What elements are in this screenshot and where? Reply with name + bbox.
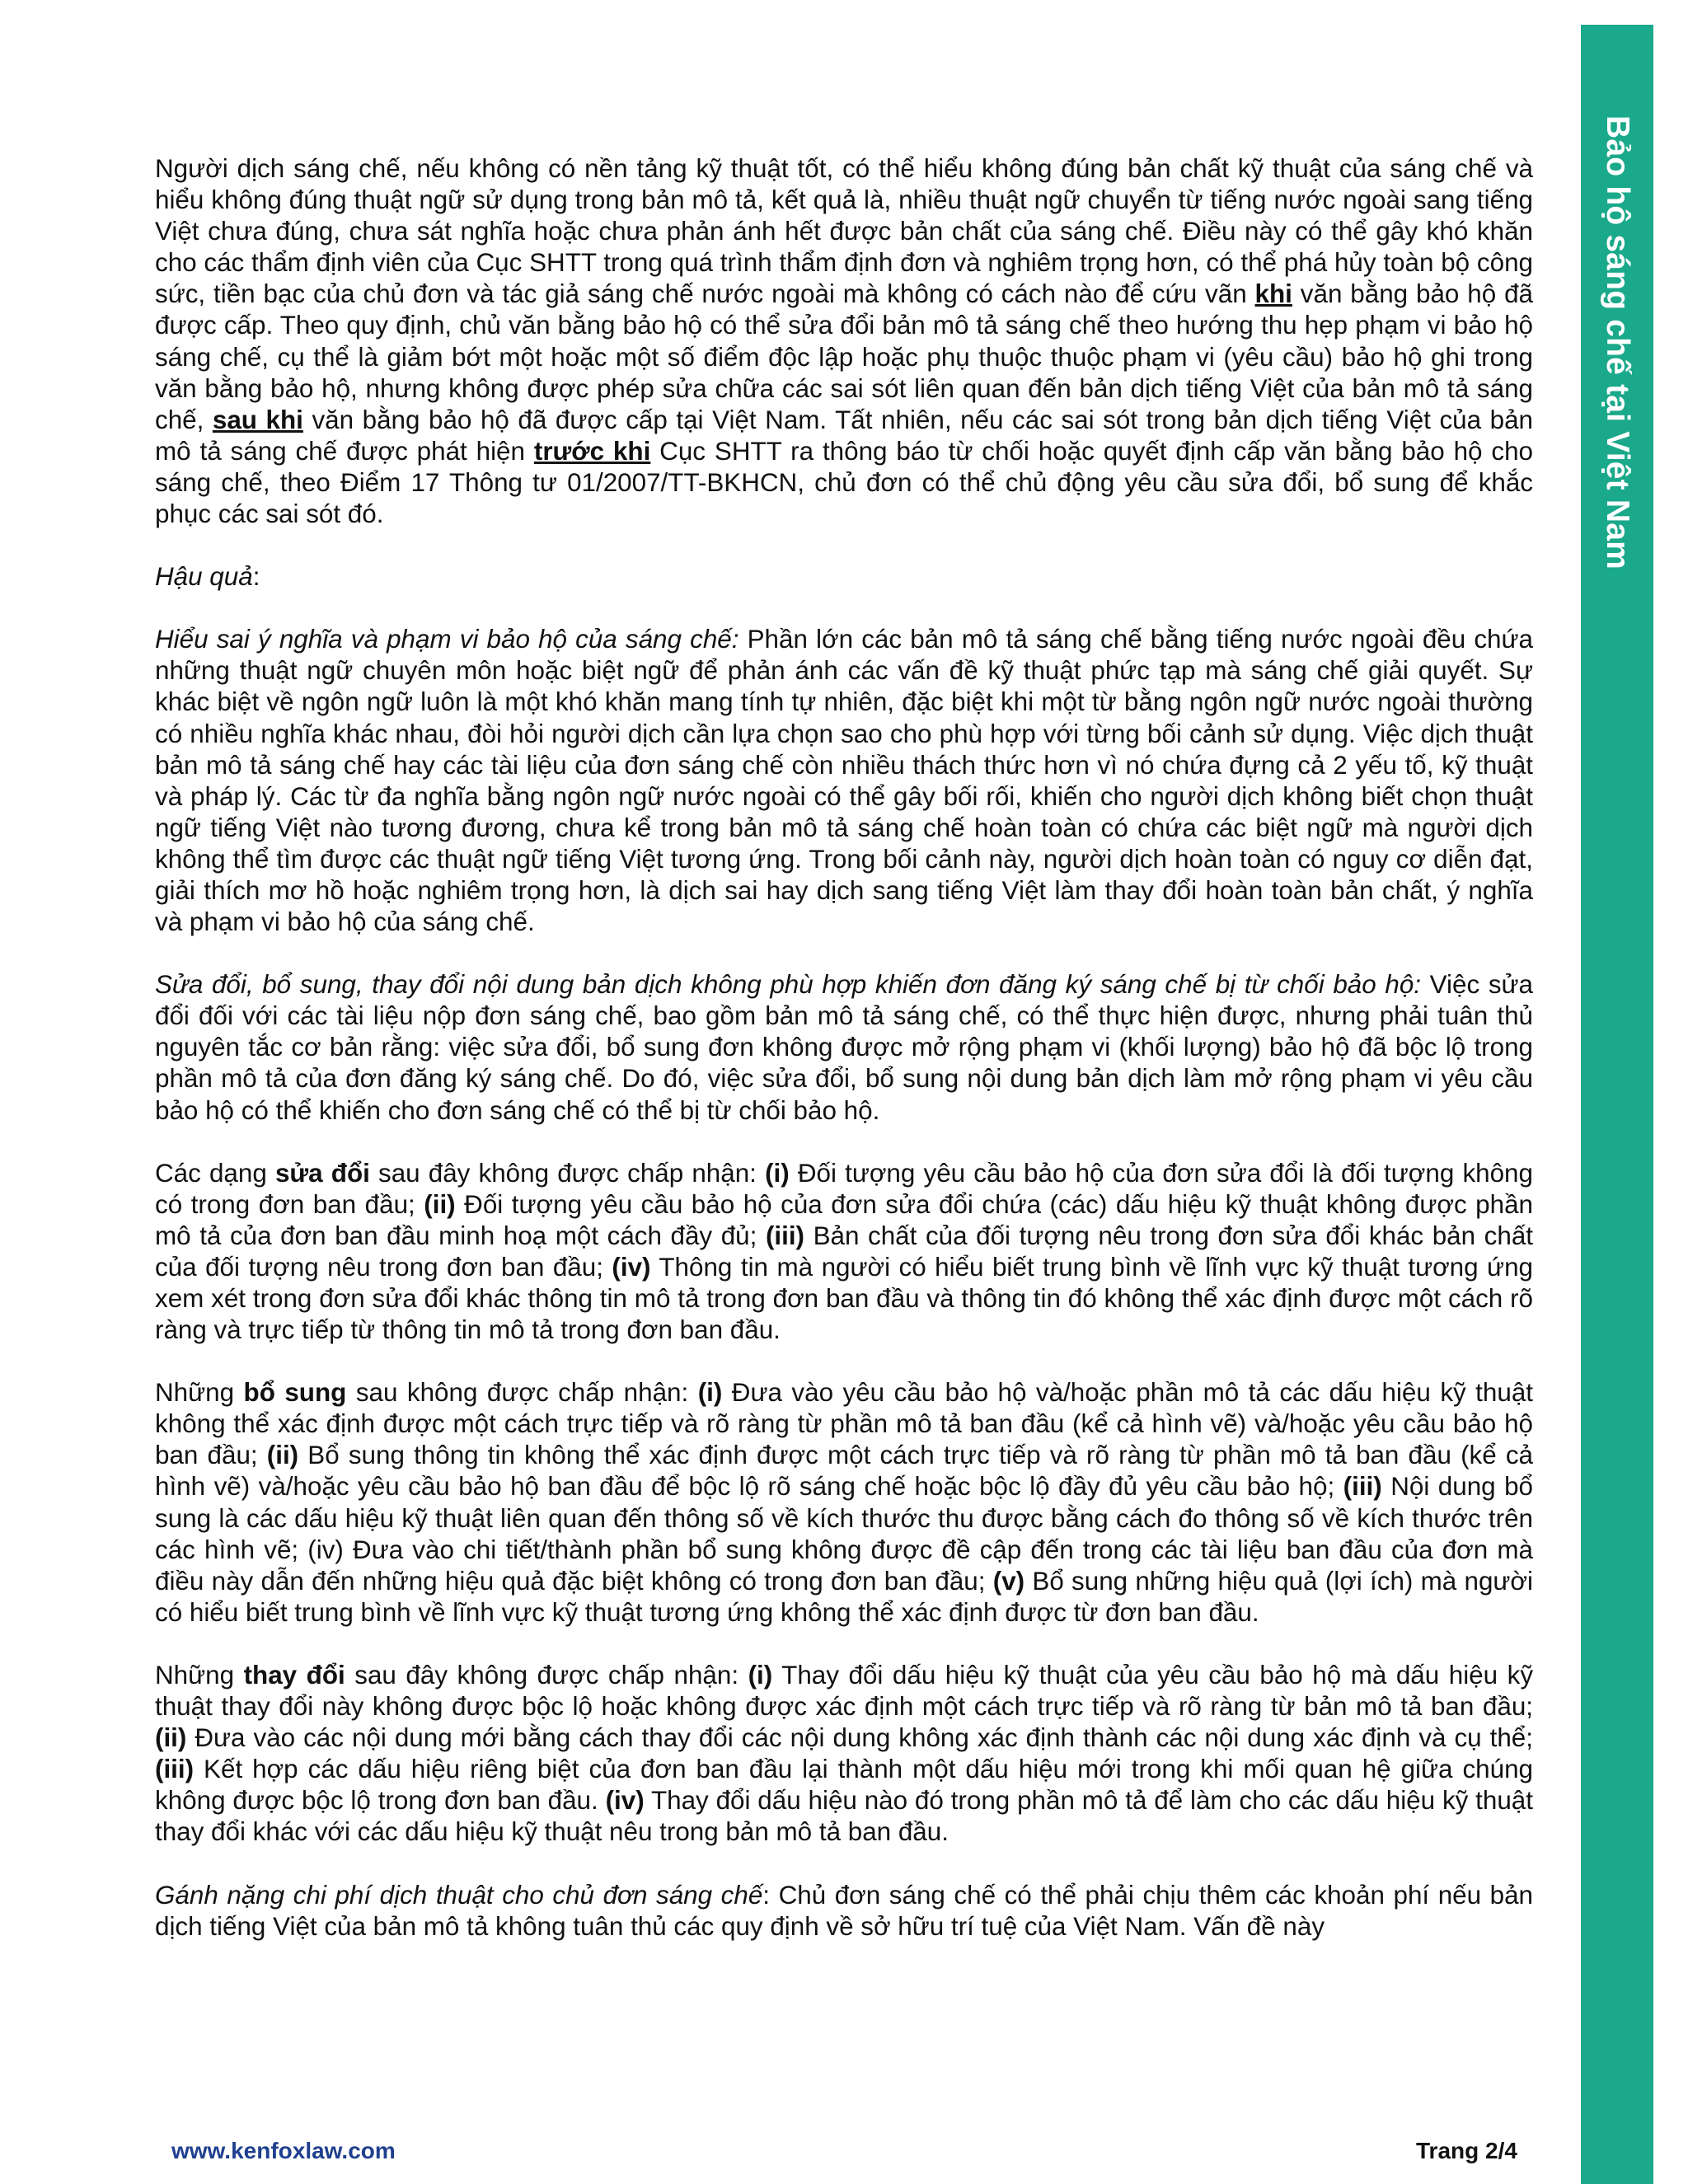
subheading-amendment-refusal: Sửa đổi, bổ sung, thay đổi nội dung bản dịch không phù hợp khiến đơn đăng ký sáng chế bị từ chối bảo hộ: [155,970,1421,1000]
paragraph-supplements-not-accepted: Những bổ sung sau không được chấp nhận: (i) Đưa vào yêu cầu bảo hộ và/hoặc phần mô tả các dấu hiệu kỹ thuật không thể xác định được một cách trực tiếp và rõ ràng từ phần mô tả ban đầu (kể cả hình vẽ) và/hoặc yêu cầu bảo hộ ban đầu; (ii) Bổ sung thông tin không thể xác định được một cách trực tiếp và rõ ràng từ phần mô tả ban đầu (kể cả hình vẽ) và/hoặc yêu cầu bảo hộ ban đầu để bộc lộ rõ sáng chế hoặc bộc lộ đầy đủ yêu cầu bảo hộ; (iii) Nội dung bổ sung là các dấu hiệu kỹ thuật liên quan đến thông số về kích thước thu được bằng cách đo thông số về kích thước trên các hình vẽ; (iv) Đưa vào chi tiết/thành phần bổ sung không được đề cập đến trong các tài liệu ban đầu của đơn mà điều này dẫn đến những hiệu quả đặc biệt không có trong đơn ban đầu; (v) Bổ sung những hiệu quả (lợi ích) mà người có hiểu biết trung bình về lĩnh vực kỹ thuật tương ứng không thể xác định được từ đơn ban đầu. [155,1378,1533,1627]
paragraph-misunderstanding: Hiểu sai ý nghĩa và phạm vi bảo hộ của sáng chế: Phần lớn các bản mô tả sáng chế bằng tiếng nước ngoài đều chứa những thuật ngữ chuyên môn hoặc biệt ngữ để phản ánh các vấn đề kỹ thuật phức tạp mà sáng chế giải quyết. Sự khác biệt về ngôn ngữ luôn là một khó khăn mang tính tự nhiên, đặc biệt khi một từ bằng ngôn ngữ nước ngoài thường có nhiều nghĩa khác nhau, đòi hỏi người dịch cần lựa chọn sao cho phù hợp với từng bối cảnh sử dụng. Việc dịch thuật bản mô tả sáng chế hay các tài liệu của đơn sáng chế còn nhiều thách thức hơn vì nó chứa đựng cả 2 yếu tố, kỹ thuật và pháp lý. Các từ đa nghĩa bằng ngôn ngữ nước ngoài có thể gây bối rối, khiến cho người dịch không biết chọn thuật ngữ tiếng Việt nào tương đương, chưa kể trong bản mô tả sáng chế hoàn toàn có chứa các biệt ngữ mà người dịch không thể tìm được các thuật ngữ tiếng Việt tương ứng. Trong bối cảnh này, người dịch hoàn toàn có nguy cơ diễn đạt, giải thích mơ hồ hoặc nghiêm trọng hơn, là dịch sai hay dịch sang tiếng Việt làm thay đổi hoàn toàn bản chất, ý nghĩa và phạm vi bảo hộ của sáng chế. [155,625,1533,937]
paragraph-translator-risk: Người dịch sáng chế, nếu không có nền tảng kỹ thuật tốt, có thể hiểu không đúng bản chất kỹ thuật của sáng chế và hiểu không đúng thuật ngữ sử dụng trong bản mô tả, kết quả là, nhiều thuật ngữ chuyển từ tiếng nước ngoài sang tiếng Việt chưa đúng, chưa sát nghĩa hoặc chưa phản ánh hết được bản chất của sáng chế. Điều này có thể gây khó khăn cho các thẩm định viên của Cục SHTT trong quá trình thẩm định đơn và nghiêm trọng hơn, có thể phá hủy toàn bộ công sức, tiền bạc của chủ đơn và tác giả sáng chế nước ngoài mà không có cách nào để cứu vãn khi văn bằng bảo hộ đã được cấp. Theo quy định, chủ văn bằng bảo hộ có thể sửa đổi bản mô tả sáng chế theo hướng thu hẹp phạm vi bảo hộ sáng chế, cụ thể là giảm bớt một hoặc một số điểm độc lập hoặc phụ thuộc thuộc phạm vi (yêu cầu) bảo hộ ghi trong văn bằng bảo hộ, nhưng không được phép sửa chữa các sai sót liên quan đến bản dịch tiếng Việt của bản mô tả sáng chế, sau khi văn bằng bảo hộ đã được cấp tại Việt Nam. Tất nhiên, nếu các sai sót trong bản dịch tiếng Việt của bản mô tả sáng chế được phát hiện trước khi Cục SHTT ra thông báo từ chối hoặc quyết định cấp văn bằng bảo hộ cho sáng chế, theo Điểm 17 Thông tư 01/2007/TT-BKHCN, chủ đơn có thể chủ động yêu cầu sửa đổi, bổ sung để khắc phục các sai sót đó. [155,154,1534,529]
paragraph-amendments-not-accepted: Các dạng sửa đổi sau đây không được chấp nhận: (i) Đối tượng yêu cầu bảo hộ của đơn sửa đổi là đối tượng không có trong đơn ban đầu; (ii) Đối tượng yêu cầu bảo hộ của đơn sửa đổi chứa (các) dấu hiệu kỹ thuật không được phần mô tả của đơn ban đầu minh hoạ một cách đầy đủ; (iii) Bản chất của đối tượng nêu trong đơn sửa đổi khác bản chất của đối tượng nêu trong đơn ban đầu; (iv) Thông tin mà người có hiểu biết trung bình về lĩnh vực kỹ thuật tương ứng xem xét trong đơn sửa đổi khác thông tin mô tả trong đơn ban đầu và thông tin đó không thể xác định được một cách rõ ràng và trực tiếp từ thông tin mô tả trong đơn ban đầu. [155,1158,1533,1345]
subheading-misunderstanding: Hiểu sai ý nghĩa và phạm vi bảo hộ của sáng chế: [155,625,739,654]
emphasis-sau-khi: sau khi [212,405,303,434]
footer-website-link[interactable]: www.kenfoxlaw.com [171,2138,396,2163]
document-body [155,153,1533,1974]
sidebar-title: Bảo hộ sáng chế tại Việt Nam [1600,115,1635,570]
paragraph-consequences-heading: Hậu quả: [155,562,260,592]
paragraph-changes-not-accepted: Những thay đổi sau đây không được chấp nhận: (i) Thay đổi dấu hiệu kỹ thuật của yêu cầu bảo hộ mà dấu hiệu kỹ thuật thay đổi này không được bộc lộ hoặc không được xác định một cách trực tiếp và rõ ràng từ bản mô tả ban đầu; (ii) Đưa vào các nội dung mới bằng cách thay đổi các nội dung không xác định thành các nội dung xác định và cụ thể; (iii) Kết hợp các dấu hiệu riêng biệt của đơn ban đầu lại thành một dấu hiệu mới trong khi mối quan hệ giữa chúng không được bộc lộ trong đơn ban đầu. (iv) Thay đổi dấu hiệu nào đó trong phần mô tả để làm cho các dấu hiệu kỹ thuật thay đổi khác với các dấu hiệu kỹ thuật nêu trong bản mô tả ban đầu. [155,1660,1534,1847]
paragraph-amendment-refusal: Sửa đổi, bổ sung, thay đổi nội dung bản dịch không phù hợp khiến đơn đăng ký sáng chế bị từ chối bảo hộ: Việc sửa đổi đối với các tài liệu nộp đơn sáng chế, bao gồm bản mô tả sáng chế, có thể thực hiện được, nhưng phải tuân thủ nguyên tắc cơ bản rằng: việc sửa đổi, bổ sung đơn không được mở rộng phạm vi (khối lượng) bảo hộ đã bộc lộ trong phần mô tả của đơn đăng ký sáng chế. Do đó, việc sửa đổi, bổ sung nội dung bản dịch làm mở rộng phạm vi yêu cầu bảo hộ có thể khiến cho đơn sáng chế có thể bị từ chối bảo hộ. [155,970,1533,1125]
emphasis-truoc-khi: trước khi [533,436,651,466]
emphasis-khi: khi [1254,279,1292,309]
subheading-translation-cost: Gánh nặng chi phí dịch thuật cho chủ đơn sáng chế [155,1880,763,1910]
page-number: Trang 2/4 [1416,2138,1517,2163]
paragraph-translation-cost: Gánh nặng chi phí dịch thuật cho chủ đơn sáng chế: Chủ đơn sáng chế có thể phải chịu thêm các khoản phí nếu bản dịch tiếng Việt của bản mô tả không tuân thủ các quy định về sở hữu trí tuệ của Việt Nam. Vấn đề này [155,1880,1534,1941]
